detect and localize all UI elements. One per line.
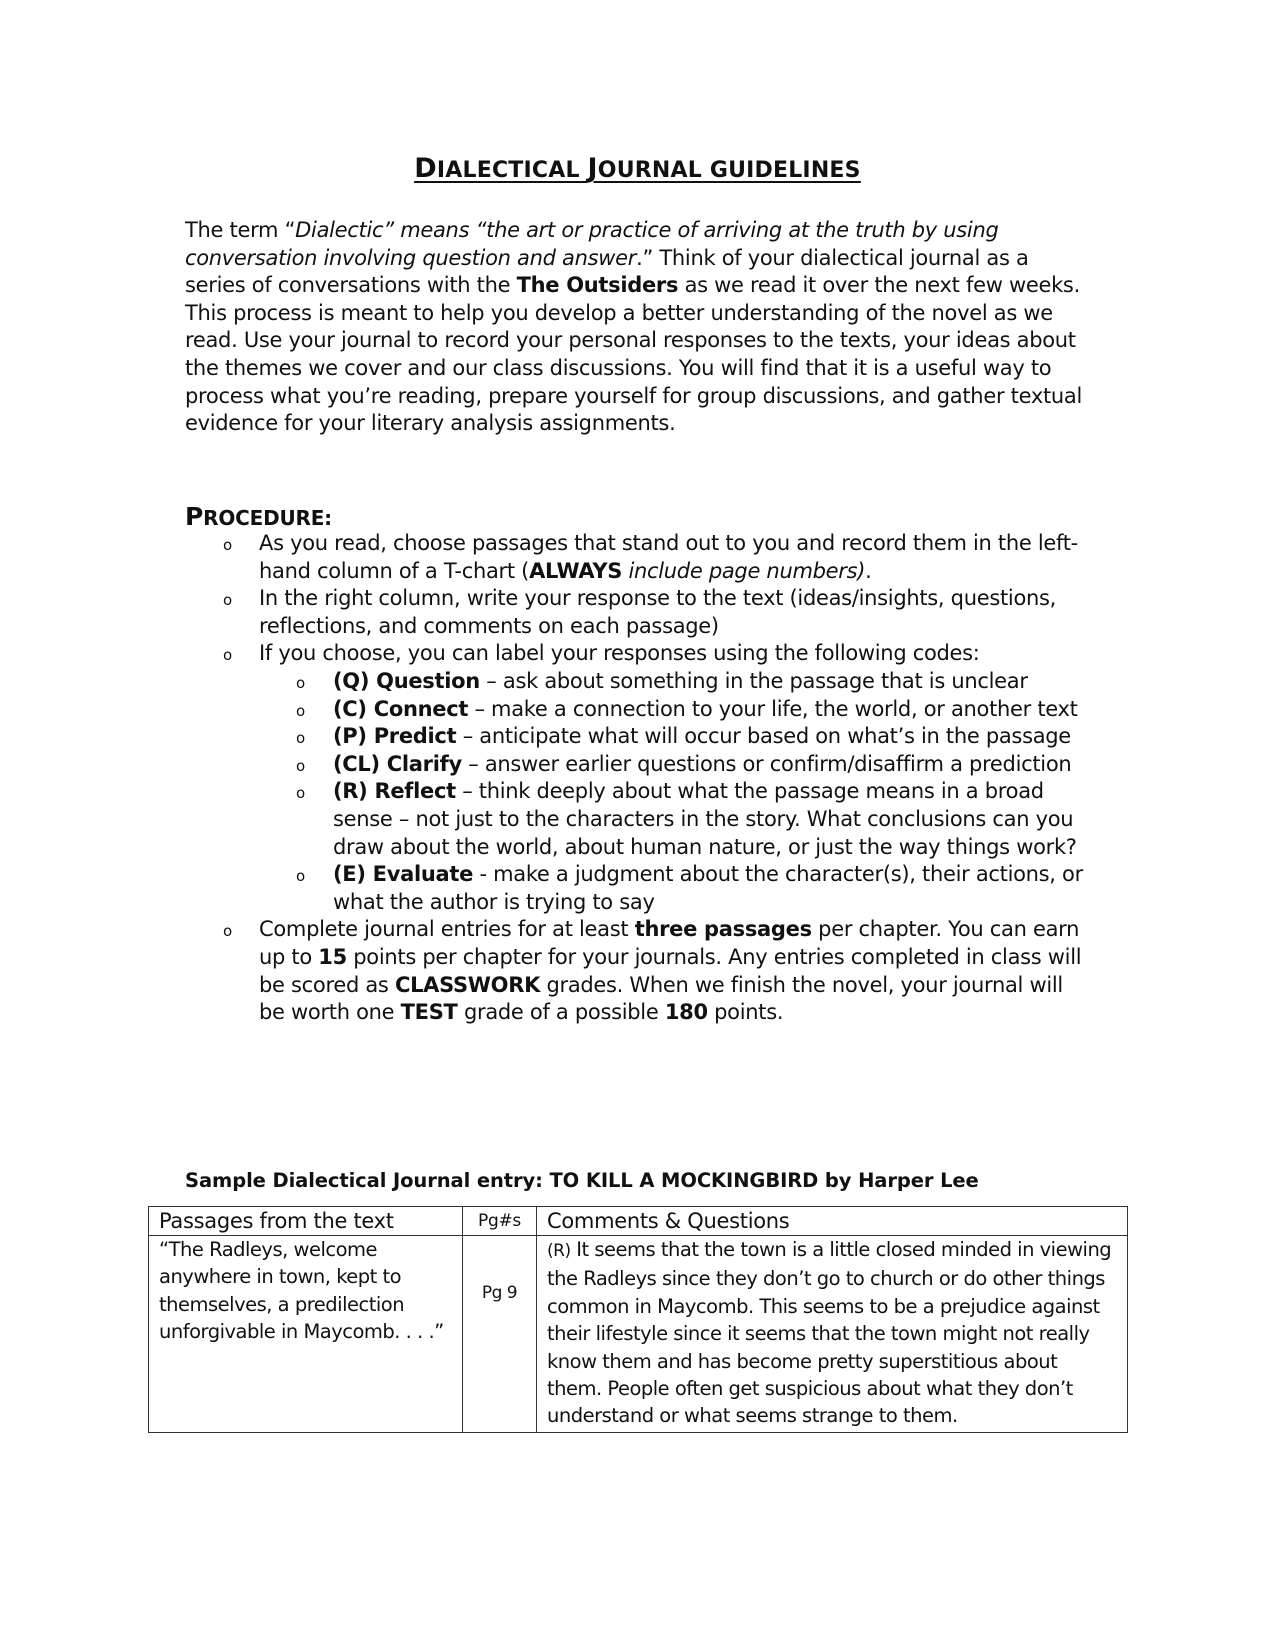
code-item-question: [259, 668, 1085, 696]
emphasis-page-numbers: include page numbers): [622, 558, 866, 583]
passage-cell: “The Radleys, welcome anywhere in town, kept to themselves, a predilection unforgivable in Maycomb. . . .”: [149, 1236, 463, 1433]
code-description: – anticipate what will occur based on what’s in the passage: [456, 724, 1071, 749]
procedure-item: [185, 585, 1085, 640]
code-description: – think deeply about what the passage means in a broad sense – not just to the characters in the story. What conclusions can you draw about the world, about human nature, or just the way things work?: [333, 779, 1077, 859]
intro-text: .” Think of your dialectical journal as a series of conversations with the: [185, 245, 1029, 298]
table-row: [149, 1236, 1128, 1433]
procedure-text: As you read, choose passages that stand out to you and record them in the left-hand column of a T-chart (: [259, 531, 1078, 583]
code-label: (Q) Question: [333, 668, 480, 693]
code-description: - make a judgment about the character(s), their actions, or what the author is trying to say: [333, 862, 1083, 914]
intro-text-rest: as we read it over the next few weeks. This process is meant to help you develop a better understanding of the novel as we read. Use your journal to record your personal responses to the texts, your ideas about the themes we cover and our class discussions. You will find that it is a useful way to process what you’re reading, prepare yourself for group discussions, and gather textual evidence for your literary analysis assignments.: [185, 273, 1083, 436]
comment-cell: [537, 1236, 1128, 1433]
title-word-dialectical: IALECTICAL: [436, 158, 588, 183]
total-points: 180: [664, 1000, 708, 1025]
procedure-text: .: [865, 558, 872, 583]
circle-bullet-icon: o: [223, 646, 232, 665]
circle-bullet-icon: o: [296, 673, 305, 692]
emphasis-test: TEST: [400, 1000, 458, 1025]
page-number: Pg 9: [481, 1283, 518, 1304]
header-passages: Passages from the text: [149, 1207, 463, 1236]
code-description: – make a connection to your life, the world, or another text: [468, 696, 1078, 721]
code-item-connect: [259, 696, 1085, 724]
circle-bullet-icon: o: [296, 729, 305, 748]
code-item-clarify: [259, 751, 1085, 779]
procedure-text: points per chapter for your journals. Any entries completed in class will be scored as: [259, 944, 1082, 997]
procedure-text: If you choose, you can label your responses using the following codes:: [259, 641, 980, 666]
code-label: (E) Evaluate: [333, 862, 474, 887]
code-description: – answer earlier questions or confirm/disaffirm a prediction: [461, 751, 1072, 776]
header-page-numbers: Pg#s: [463, 1207, 537, 1236]
procedure-list: [185, 530, 1085, 1027]
procedure-text: Complete journal entries for at least: [259, 917, 635, 942]
table-header-row: [149, 1207, 1128, 1236]
procedure-item: [185, 530, 1085, 585]
page-title: [0, 153, 1275, 184]
intro-lead: The term “: [185, 218, 296, 242]
circle-bullet-icon: o: [296, 701, 305, 720]
procedure-heading: [185, 502, 332, 531]
response-codes-list: [259, 668, 1085, 916]
procedure-rest: ROCEDURE:: [203, 506, 332, 530]
circle-bullet-icon: o: [223, 922, 232, 941]
procedure-initial: P: [185, 502, 204, 531]
procedure-text: grade of a possible: [457, 1000, 665, 1025]
title-initial-d: D: [414, 153, 437, 184]
title-word-journal-guidelines: OURNAL GUIDELINES: [597, 158, 861, 183]
procedure-text: In the right column, write your response to the text (ideas/insights, questions, reflections, and comments on each passage): [259, 586, 1057, 638]
intro-paragraph: [185, 217, 1085, 438]
circle-bullet-icon: o: [296, 784, 305, 803]
code-label: (C) Connect: [333, 696, 469, 721]
code-item-reflect: [259, 778, 1085, 861]
procedure-text: per chapter. You can earn up to: [259, 917, 1080, 969]
circle-bullet-icon: o: [296, 867, 305, 886]
code-label: (R) Reflect: [333, 779, 456, 804]
circle-bullet-icon: o: [296, 756, 305, 775]
circle-bullet-icon: o: [223, 536, 232, 554]
circle-bullet-icon: o: [223, 591, 232, 610]
emphasis-three-passages: three passages: [634, 917, 812, 942]
procedure-text: grades. When we finish the novel, your journal will be worth one: [259, 972, 1063, 1025]
dialectic-definition: Dialectic” means “the art or practice of arriving at the truth by using conversation involving question and answer: [185, 218, 999, 270]
book-title: The Outsiders: [516, 273, 679, 298]
code-label: (P) Predict: [333, 724, 457, 749]
procedure-item: [185, 640, 1085, 916]
comment-text: It seems that the town is a little closed minded in viewing the Radleys since they don’t go to church or do other things common in Maycomb. This seems to be a prejudice against their lifestyle since it seems that the town might not really know them and has become pretty superstitious about them. People often get suspicious about what they don’t understand or what seems strange to them.: [547, 1238, 1112, 1428]
code-description: – ask about something in the passage that is unclear: [479, 668, 1028, 693]
procedure-item-grading: [185, 916, 1085, 1026]
emphasis-always: ALWAYS: [529, 558, 623, 583]
title-initial-j: J: [587, 153, 598, 184]
procedure-text: points.: [707, 1000, 784, 1025]
code-item-predict: [259, 723, 1085, 751]
code-item-evaluate: [259, 861, 1085, 916]
page-cell: [463, 1236, 537, 1433]
header-comments: Comments & Questions: [537, 1207, 1128, 1236]
code-label: (CL) Clarify: [333, 751, 462, 776]
title-text: [414, 153, 861, 184]
response-code-tag: (R): [547, 1241, 571, 1261]
emphasis-classwork: CLASSWORK: [394, 972, 541, 997]
sample-heading: Sample Dialectical Journal entry: TO KILL A MOCKINGBIRD by Harper Lee: [185, 1169, 979, 1192]
points-per-chapter: 15: [318, 944, 347, 969]
sample-journal-table: [148, 1206, 1128, 1433]
